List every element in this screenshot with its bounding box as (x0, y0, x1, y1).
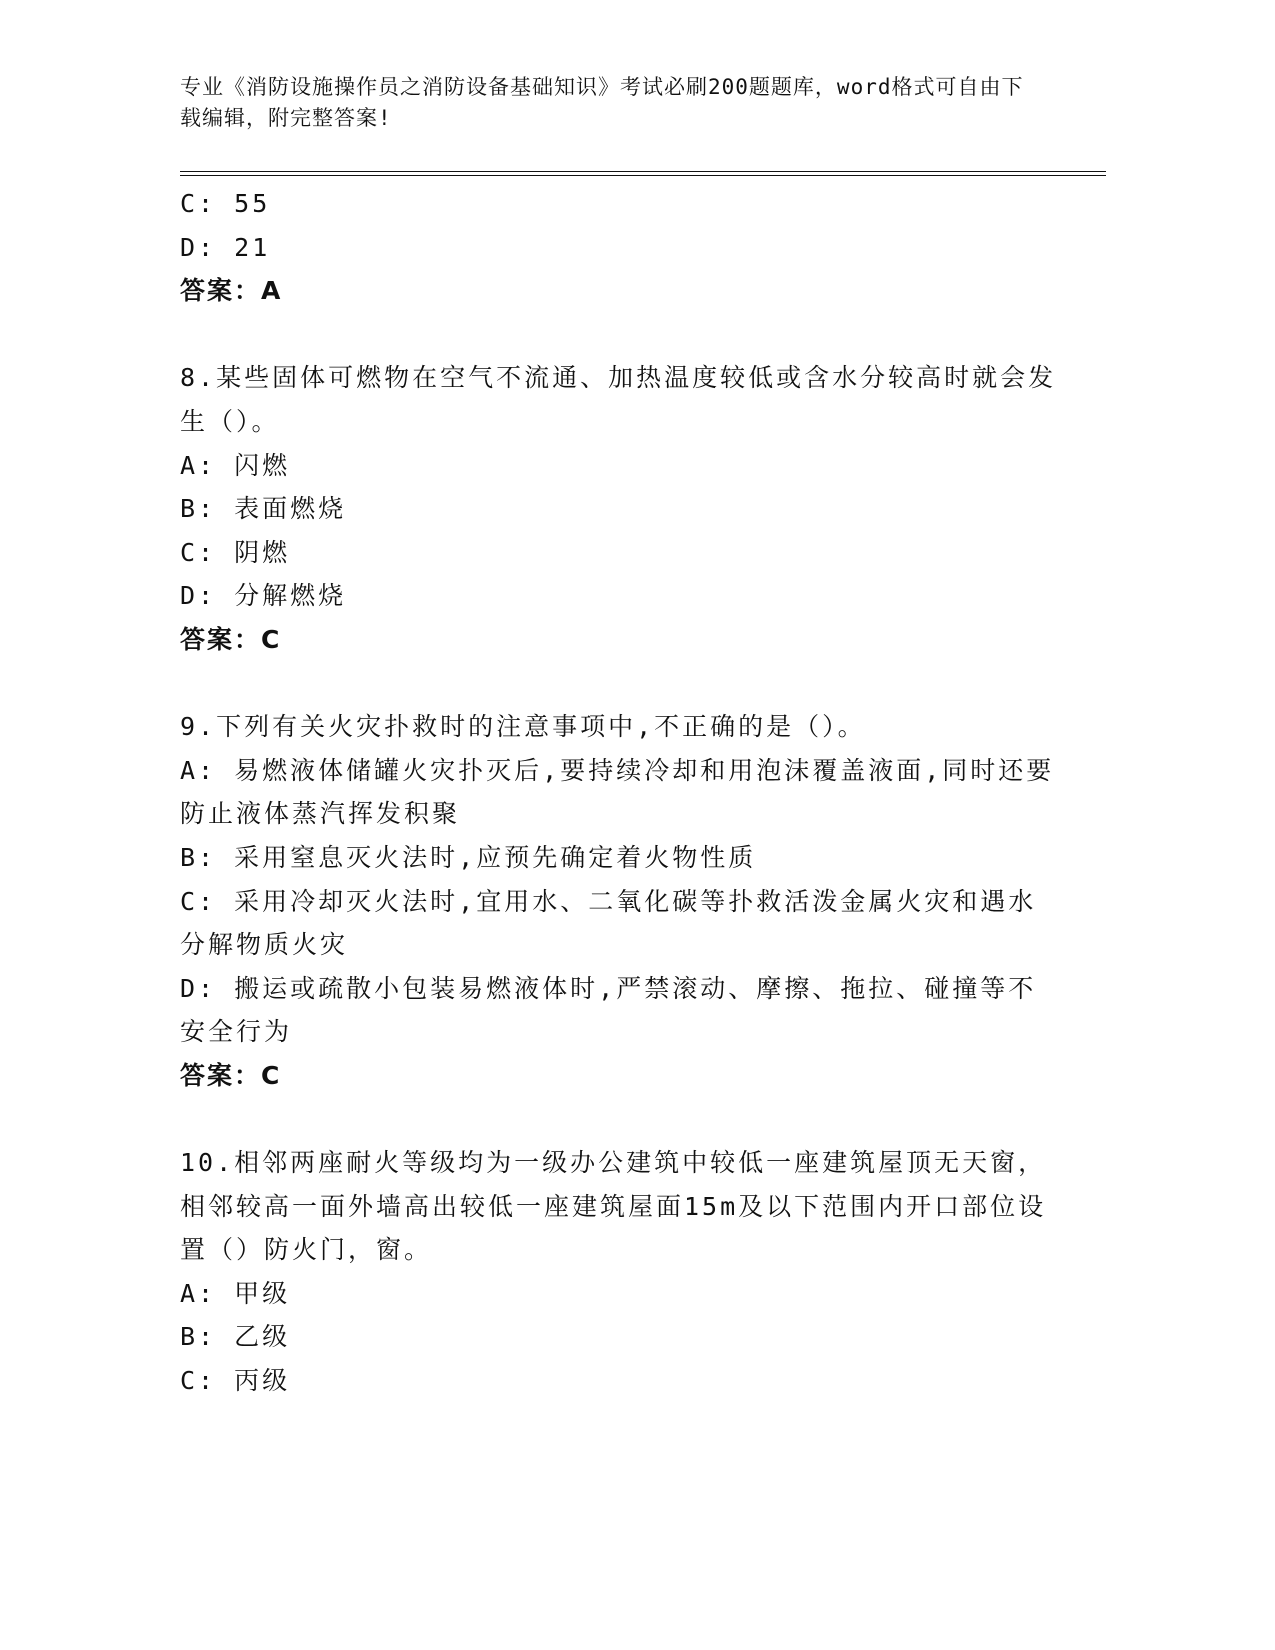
option-b: B: 表面燃烧 (180, 494, 347, 524)
option-a: A: 闪燃 (180, 450, 291, 480)
answer: 答案：C (180, 624, 282, 654)
option-a: A: 易燃液体储罐火灾扑灭后,要持续冷却和用泡沫覆盖液面,同时还要防止液体蒸汽挥发积聚 (180, 755, 1055, 829)
option-c: C: 采用冷却灭火法时,宜用水、二氧化碳等扑救活泼金属火灾和遇水分解物质火灾 (180, 886, 1037, 960)
spacer (180, 313, 1060, 357)
option-b: B: 采用窒息灭火法时,应预先确定着火物性质 (180, 842, 757, 872)
spacer (180, 662, 1060, 706)
option-a: A: 甲级 (180, 1278, 291, 1308)
header-divider-bottom (180, 175, 1106, 176)
question-stem: 8.某些固体可燃物在空气不流通、加热温度较低或含水分较高时就会发生（）。 (180, 363, 1057, 436)
spacer (180, 1097, 1060, 1141)
option-c: C: 阴燃 (180, 537, 291, 567)
option-c: C: 55 (180, 189, 271, 218)
document-header (180, 72, 1040, 134)
option-d: D: 21 (180, 232, 271, 262)
question-stem: 9.下列有关火灾扑救时的注意事项中,不正确的是（）。 (180, 712, 866, 742)
question-stem: 10.相邻两座耐火等级均为一级办公建筑中较低一座建筑屋顶无天窗，相邻较高一面外墙高出较低一座建筑屋面15m及以下范围内开口部位设置（）防火门，窗。 (180, 1148, 1047, 1265)
header-divider-top (180, 171, 1106, 172)
option-d: D: 搬运或疏散小包装易燃液体时,严禁滚动、摩擦、拖拉、碰撞等不安全行为 (180, 973, 1037, 1047)
option-c: C: 丙级 (180, 1366, 291, 1396)
answer: 答案：C (180, 1060, 282, 1090)
question-list (180, 182, 1060, 1403)
document-title: 专业《消防设施操作员之消防设备基础知识》考试必刷200题题库，word格式可自由下载编辑，附完整答案! (180, 75, 1024, 130)
option-d: D: 分解燃烧 (180, 581, 347, 611)
answer: 答案：A (180, 276, 283, 306)
option-b: B: 乙级 (180, 1322, 291, 1352)
